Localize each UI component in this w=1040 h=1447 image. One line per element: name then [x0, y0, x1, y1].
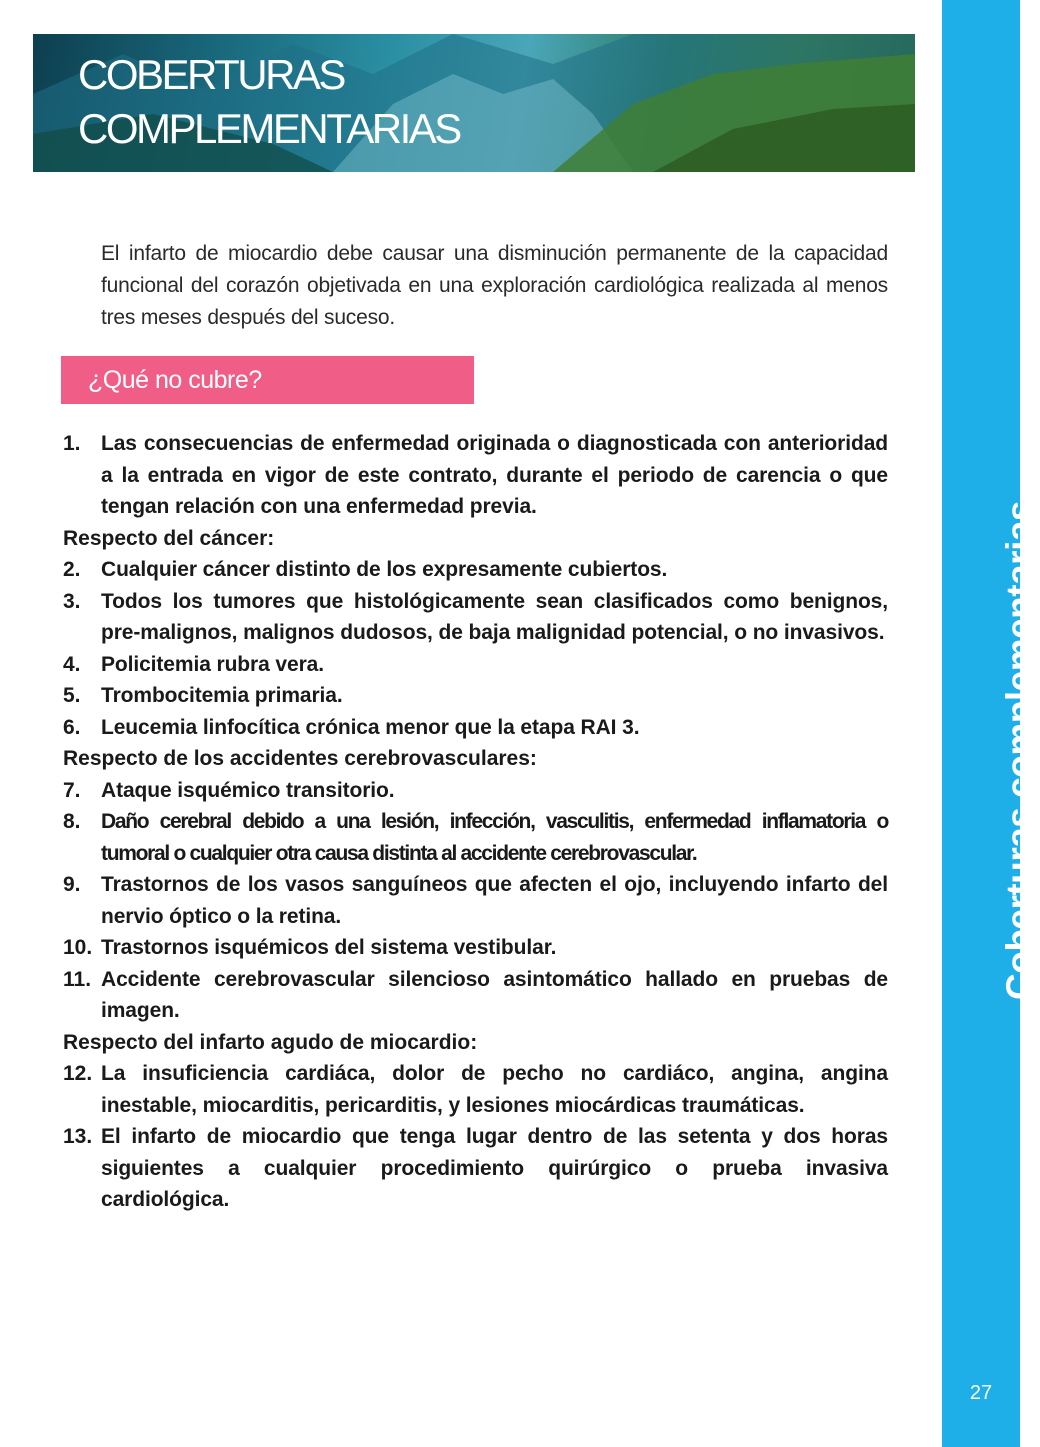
list-item: [63, 1121, 888, 1216]
list-item: [63, 1058, 888, 1121]
subheading-cancer: Respecto del cáncer:: [63, 526, 275, 550]
list-item-text: Trastornos de los vasos sanguíneos que afecten el ojo, incluyendo infarto del nervio óptico o la retina.: [101, 873, 888, 928]
list-item: [63, 428, 888, 523]
list-item-text: Cualquier cáncer distinto de los expresamente cubiertos.: [101, 558, 668, 581]
list-item: [63, 554, 888, 586]
page-title-line-1: COBERTURAS: [78, 51, 344, 98]
page-title: [78, 48, 460, 156]
list-item: [63, 869, 888, 932]
list-item-text: Accidente cerebrovascular silencioso asintomático hallado en pruebas de imagen.: [101, 967, 888, 1022]
list-item-number: 6.: [63, 715, 81, 739]
list-item-number: 9.: [63, 873, 81, 896]
list-item: [63, 586, 888, 649]
list-item-number: 12.: [63, 1062, 93, 1085]
section-heading: ¿Qué no cubre?: [61, 356, 474, 404]
list-item: [63, 964, 888, 1027]
header-banner: [33, 34, 915, 172]
list-item-number: 8.: [63, 810, 81, 833]
page-title-line-2: COMPLEMENTARIAS: [78, 105, 460, 152]
list-item-number: 2.: [63, 558, 81, 581]
intro-paragraph: El infarto de miocardio debe causar una disminución permanente de la capacidad funcional del corazón objetivada en una exploración cardiológica realizada al menos tres meses después del suceso.: [101, 242, 888, 329]
list-item: [63, 775, 888, 807]
side-tab-label: Coberturas complementarias: [999, 500, 1040, 1000]
page-number: 27: [969, 1382, 993, 1404]
list-item-number: 11.: [63, 967, 92, 991]
list-item: [63, 649, 888, 681]
exclusions-list: [63, 428, 888, 1216]
list-item-text: Todos los tumores que histológicamente sean clasificados como benignos, pre-malignos, malignos dudosos, de baja malignidad potencial, o no invasivos.: [101, 589, 888, 644]
list-item: [63, 806, 888, 869]
list-item: [63, 680, 888, 712]
list-item-number: 4.: [63, 652, 81, 676]
list-item-number: 3.: [63, 589, 81, 613]
list-item-number: 5.: [63, 684, 81, 707]
list-item-text: Trastornos isquémicos del sistema vestibular.: [101, 936, 557, 959]
list-item-text: Ataque isquémico transitorio.: [101, 778, 395, 802]
list-item: [63, 932, 888, 964]
list-item-text: Leucemia linfocítica crónica menor que la etapa RAI 3.: [101, 715, 640, 739]
subheading-cerebrovascular: Respecto de los accidentes cerebrovasculares:: [63, 747, 537, 770]
list-item-text: Policitemia rubra vera.: [101, 652, 324, 676]
list-item-number: 1.: [63, 432, 81, 455]
list-item-text: El infarto de miocardio que tenga lugar dentro de las setenta y dos horas siguientes a cualquier procedimiento quirúrgico o prueba invasiva cardiológica.: [101, 1125, 888, 1211]
list-item-text: Daño cerebral debido a una lesión, infección, vasculitis, enfermedad inflamatoria o tumoral o cualquier otra causa distinta al accidente cerebrovascular.: [101, 810, 888, 865]
list-item-number: 10.: [63, 936, 93, 959]
list-item-text: Las consecuencias de enfermedad originada o diagnosticada con anterioridad a la entrada en vigor de este contrato, durante el periodo de carencia o que tengan relación con una enfermedad previa.: [101, 432, 888, 518]
list-item-number: 7.: [63, 778, 81, 802]
list-item-text: Trombocitemia primaria.: [101, 684, 343, 707]
list-item: [63, 712, 888, 744]
list-item-number: 13.: [63, 1125, 93, 1148]
subheading-myocardial-infarction: Respecto del infarto agudo de miocardio:: [63, 1030, 478, 1054]
list-item-text: La insuficiencia cardiáca, dolor de pecho no cardiáco, angina, angina inestable, miocarditis, pericarditis, y lesiones miocárdicas traumáticas.: [101, 1062, 888, 1117]
